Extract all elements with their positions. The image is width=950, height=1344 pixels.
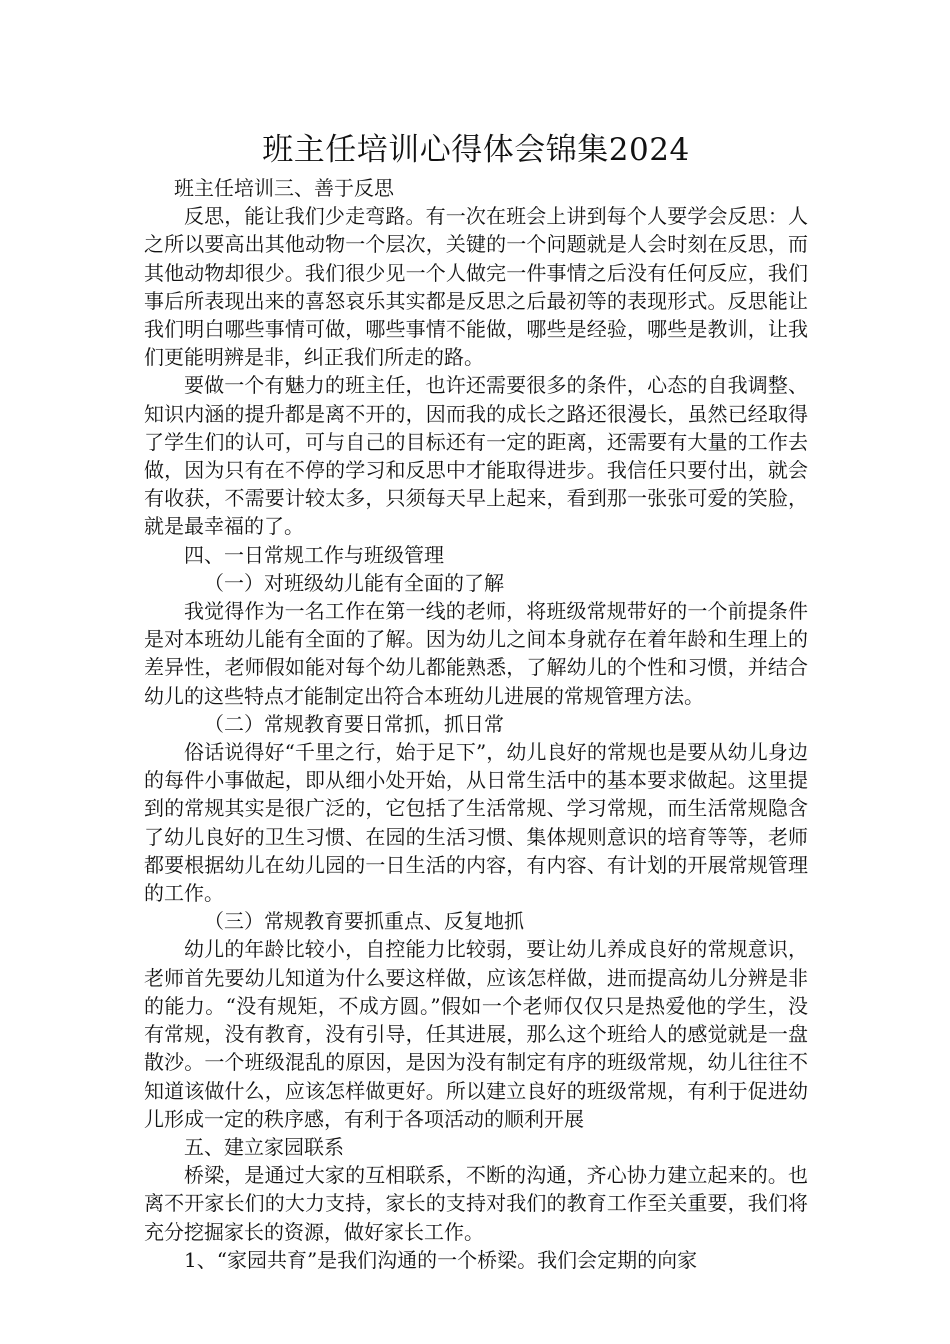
section-heading-daily-routine: 四、一日常规工作与班级管理 — [184, 542, 444, 567]
paragraph-bridge: 桥梁，是通过大家的互相联系，不断的沟通，齐心协力建立起来的。也离不开家长们的大力支持，家长的支持对我们的教育工作至关重要，我们将充分挖掘家长的资源，做好家长工作。 — [144, 1163, 808, 1244]
paragraph-daily-education: 俗话说得好“千里之行，始于足下”，幼儿良好的常规也是要从幼儿身边的每件小事做起，即从细小处开始，从日常生活中的基本要求做起。这里提到的常规其实是很广泛的，它包括了生活常规、学习常规，而生活常规隐含了幼儿良好的卫生习惯、在园的生活习惯、集体规则意识的培育等等，老师都要根据幼儿在幼儿园的一日生活的内容，有内容、有计划的开展常规管理的工作。 — [144, 740, 808, 906]
subheading-understand-children: （一）对班级幼儿能有全面的了解 — [204, 570, 504, 595]
document-title: 班主任培训心得体会锦集2024 — [262, 132, 690, 168]
paragraph-co-education: 1、“家园共育”是我们沟通的一个桥梁。我们会定期的向家 — [184, 1247, 698, 1272]
subheading-key-points: （三）常规教育要抓重点、反复地抓 — [204, 909, 524, 934]
paragraph-charisma: 要做一个有魅力的班主任，也许还需要很多的条件，心态的自我调整、知识内涵的提升都是离不开的，因而我的成长之路还很漫长，虽然已经取得了学生们的认可，可与自己的目标还有一定的距离，还需要有大量的工作去做，因为只有在不停的学习和反思中才能取得进步。我信任只要付出，就会有收获，不需要计较太多，只须每天早上起来，看到那一张张可爱的笑脸，就是最幸福的了。 — [144, 373, 808, 539]
paragraph-reflection: 反思，能让我们少走弯路。有一次在班会上讲到每个人要学会反思：人之所以要高出其他动物一个层次，关键的一个问题就是人会时刻在反思，而其他动物却很少。我们很少见一个人做完一件事情之后没有任何反应，我们事后所表现出来的喜怒哀乐其实都是反思之后最初等的表现形式。反思能让我们明白哪些事情可做，哪些事情不能做，哪些是经验，哪些是教训，让我们更能明辨是非，纠正我们所走的路。 — [144, 204, 808, 370]
section-heading-home-school: 五、建立家园联系 — [184, 1134, 344, 1159]
subheading-daily-education: （二）常规教育要日常抓，抓日常 — [204, 711, 504, 736]
paragraph-understand-children: 我觉得作为一名工作在第一线的老师，将班级常规带好的一个前提条件是对本班幼儿能有全面的了解。因为幼儿之间本身就存在着年龄和生理上的差异性，老师假如能对每个幼儿都能熟悉，了解幼儿的个性和习惯，并结合幼儿的这些特点才能制定出符合本班幼儿进展的常规管理方法。 — [144, 599, 808, 708]
document-page — [144, 128, 808, 1274]
section-heading-reflection: 班主任培训三、善于反思 — [174, 176, 394, 200]
paragraph-key-points: 幼儿的年龄比较小，自控能力比较弱，要让幼儿养成良好的常规意识，老师首先要幼儿知道为什么要这样做，应该怎样做，进而提高幼儿分辨是非的能力。“没有规矩，不成方圆。”假如一个老师仅仅只是热爱他的学生，没有常规，没有教育，没有引导，任其进展，那么这个班给人的感觉就是一盘散沙。一个班级混乱的原因，是因为没有制定有序的班级常规，幼儿往往不知道该做什么，应该怎样做更好。所以建立良好的班级常规，有利于促进幼儿形成一定的秩序感，有利于各项活动的顺利开展 — [144, 937, 808, 1131]
